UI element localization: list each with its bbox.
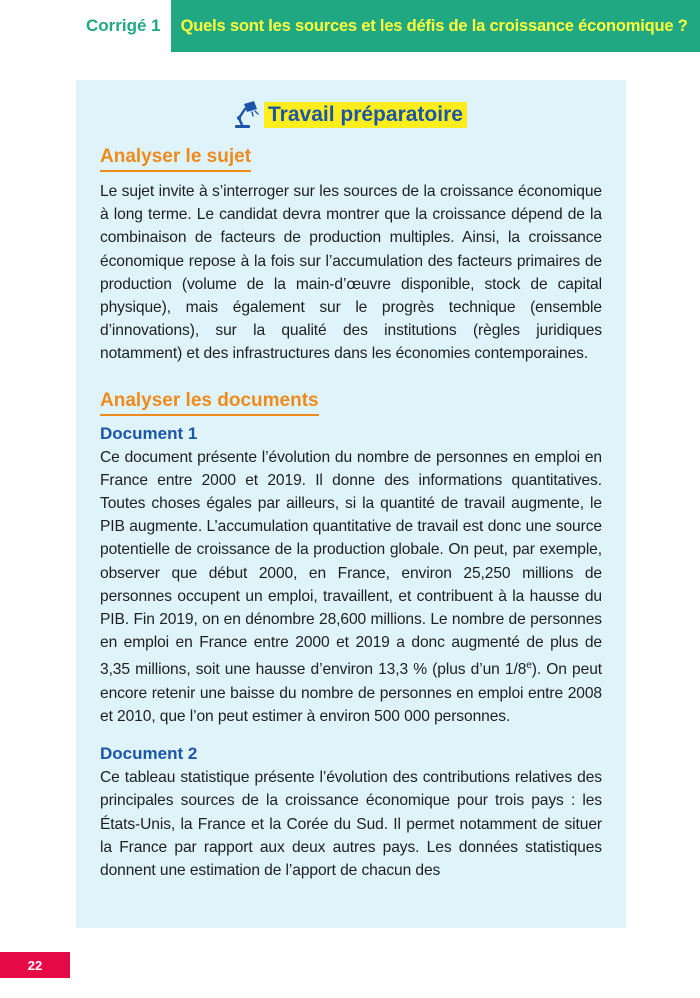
document-1-title: Document 1 (100, 423, 198, 443)
prep-heading (232, 100, 467, 130)
chapter-label: Corrigé 1 (86, 16, 161, 35)
chapter-title: Quels sont les sources et les défis de la croissance économique ? (180, 16, 688, 35)
page-number-tab (0, 952, 70, 978)
document-2-text: Ce tableau statistique présente l’évolution des contributions relatives des principales sources de la croissance économique pour trois pays : les États-Unis, la France et la Corée du Sud. Il permet notamment de situer la France par rapport aux deux autres pays. Les données statistiques donnent une estimation de l’apport de chacun des (100, 769, 602, 880)
section-title-analyser-documents: Analyser les documents (100, 390, 319, 416)
prep-title: Travail préparatoire (264, 102, 467, 128)
chapter-label-box (74, 0, 171, 52)
section-title-analyser-sujet: Analyser le sujet (100, 146, 251, 172)
document-1-text-part-2: ). On peut encore retenir une baisse du nombre de personnes en emploi entre 2008 et 2010, que l’on peut estimer à environ 500 000 personnes. (100, 661, 603, 726)
document-1-text-part-1: Ce document présente l’évolution du nombre de personnes en emploi en France entre 2000 et 2019. Il donne des informations quantitatives. Toutes choses égales par ailleurs, si la quantité de travail augmente, le PIB augmente. L’accumulation quantitative de travail est donc une source potentielle de croissance de la production globale. On peut, par exemple, observer que début 2000, en France, environ 25,250 millions de personnes occupent un emploi, travaillent, et contribuent à la hausse du PIB. Fin 2019, on en dénombre 28,600 millions. Le nombre de personnes en emploi en France entre 2000 et 2019 a donc augmenté de plus de 3,35 millions, soit une hausse d’environ 13,3 % (plus d’un 1/8 (100, 448, 602, 679)
panel-content (100, 146, 602, 882)
desk-lamp-icon (232, 100, 260, 130)
analyser-sujet-text: Le sujet invite à s’interroger sur les sources de la croissance économique à long terme. Le candidat devra montrer que la croissance dépend de la combinaison de facteurs de production multiples. Ainsi, la croissance économique repose à la fois sur l’accumulation des facteurs primaires de production (volume de la main-d’œuvre disponible, stock de capital physique), mais également sur le progrès technique (ensemble d’innovations), sur la qualité des institutions (règles juridiques notamment) et des infrastructures dans les économies contemporaines. (100, 183, 602, 363)
document-1-superscript: e (526, 660, 532, 672)
page-number: 22 (27, 957, 43, 973)
chapter-header (74, 0, 700, 52)
document-1-text (100, 446, 602, 729)
content-panel (76, 80, 626, 928)
document-2-title: Document 2 (100, 744, 198, 764)
